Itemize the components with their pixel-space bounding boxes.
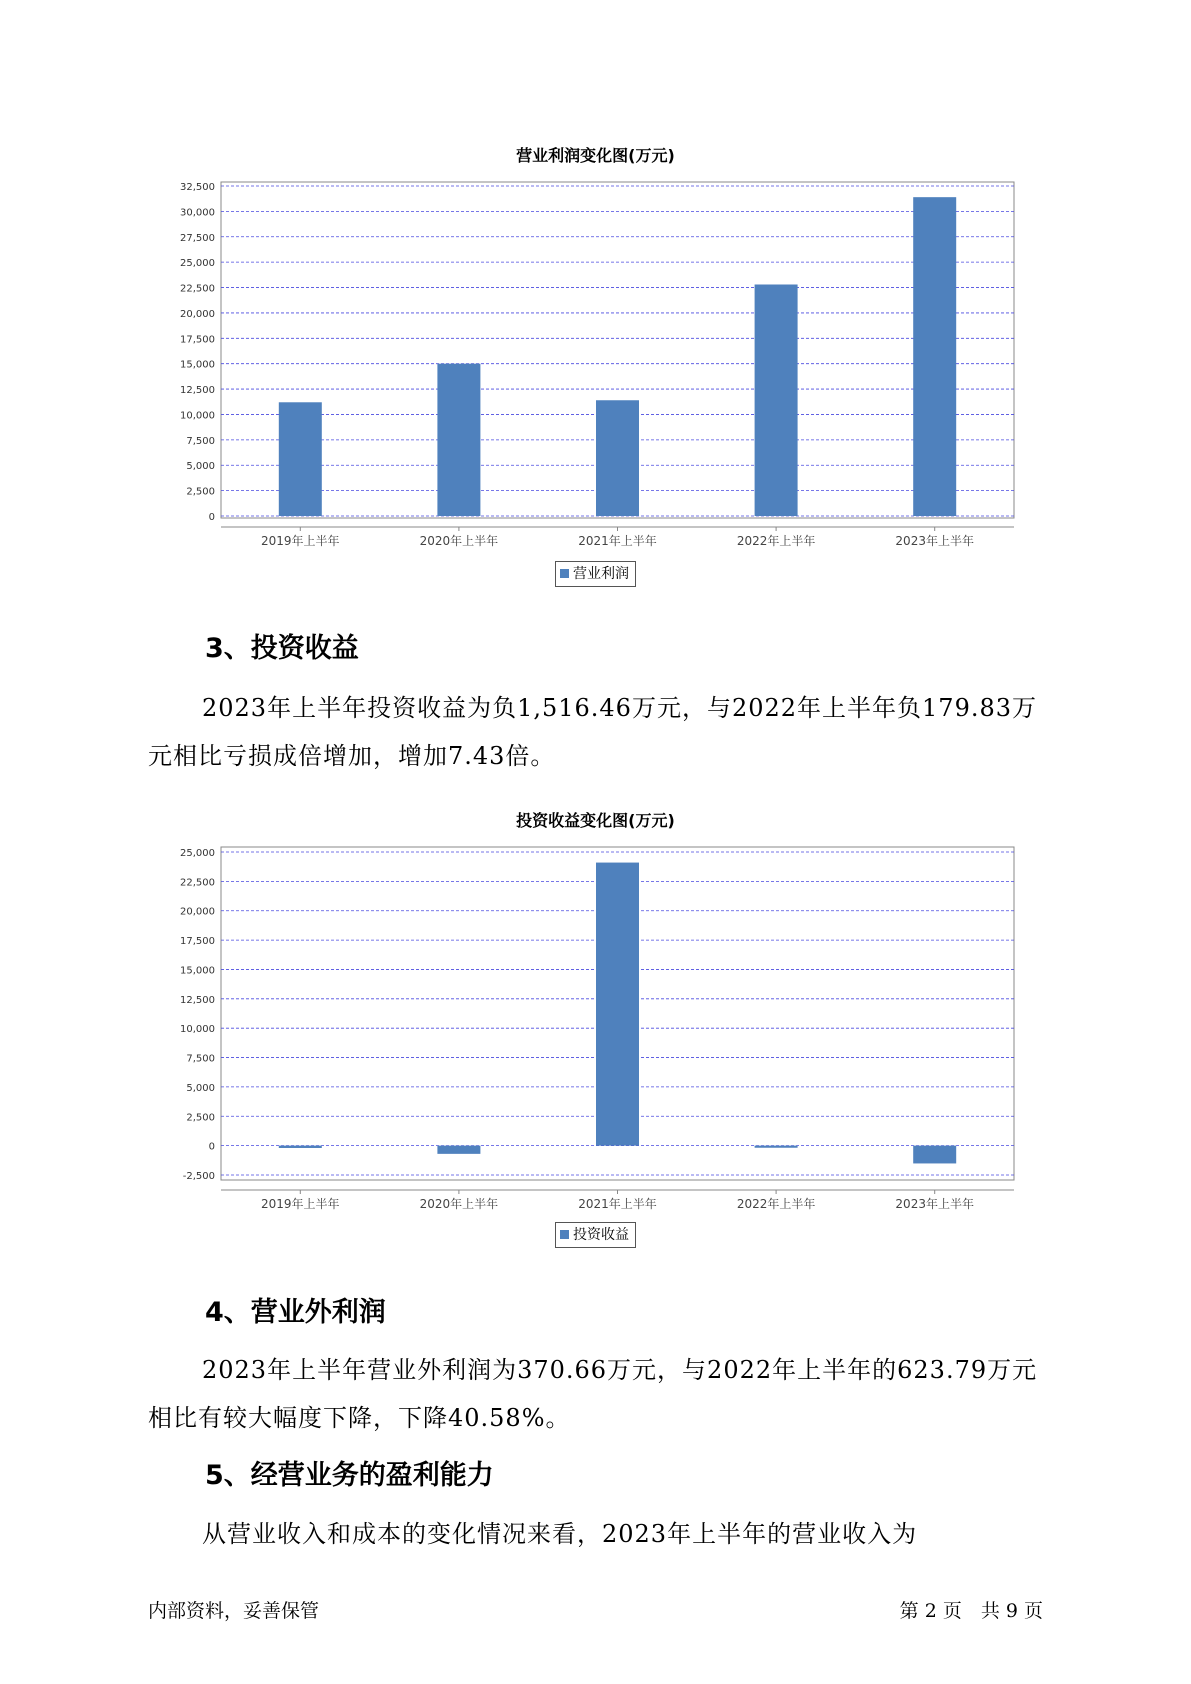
y-tick-label: 5,000 — [186, 461, 215, 473]
section-3-paragraph: 2023年上半年投资收益为负1,516.46万元，与2022年上半年负179.83万元相比亏损成倍增加，增加7.43倍。 — [148, 694, 1038, 770]
y-tick-label: 7,500 — [186, 1053, 215, 1065]
y-tick-label: 27,500 — [180, 232, 215, 244]
chart2-title: 投资收益变化图(万元) — [516, 811, 675, 830]
x-tick-label: 2019年上半年 — [261, 534, 340, 548]
y-tick-label: 20,000 — [180, 906, 215, 918]
y-tick-label: 2,500 — [186, 1112, 215, 1124]
section-4-paragraph: 2023年上半年营业外利润为370.66万元，与2022年上半年的623.79万元相比有较大幅度下降，下降40.58%。 — [148, 1356, 1038, 1432]
y-tick-label: 20,000 — [180, 308, 215, 320]
chart1-legend-label: 营业利润 — [573, 566, 629, 582]
y-tick-label: 15,000 — [180, 965, 215, 977]
section-3-heading: 3、投资收益 — [205, 633, 359, 664]
bar — [913, 1146, 956, 1164]
x-tick-label: 2019年上半年 — [261, 1197, 340, 1211]
x-tick-label: 2022年上半年 — [736, 534, 816, 548]
section-4-heading: 4、营业外利润 — [205, 1297, 386, 1328]
y-tick-label: 32,500 — [180, 182, 215, 193]
bar — [437, 1146, 480, 1154]
y-tick-label: 10,000 — [180, 1024, 215, 1036]
x-tick-label: 2020年上半年 — [419, 534, 499, 548]
bar — [596, 863, 639, 1146]
x-tick-label: 2021年上半年 — [578, 534, 657, 548]
section-5-heading: 5、经营业务的盈利能力 — [205, 1460, 494, 1491]
y-tick-label: 12,500 — [180, 994, 215, 1006]
bar — [279, 1146, 322, 1148]
y-tick-label: 15,000 — [180, 359, 215, 371]
y-tick-label: 22,500 — [180, 877, 215, 889]
x-tick-label: 2021年上半年 — [578, 1197, 657, 1211]
y-tick-label: 12,500 — [180, 385, 215, 397]
y-tick-label: 7,500 — [186, 435, 215, 447]
y-tick-label: 25,000 — [180, 258, 215, 270]
y-tick-label: -2,500 — [182, 1171, 215, 1182]
x-tick-label: 2023年上半年 — [895, 534, 974, 548]
chart2-legend — [555, 1222, 636, 1248]
x-tick-label: 2022年上半年 — [736, 1197, 816, 1211]
y-tick-label: 22,500 — [180, 283, 215, 295]
y-tick-label: 5,000 — [186, 1082, 215, 1094]
y-tick-label: 17,500 — [180, 334, 215, 346]
chart2-legend-label: 投资收益 — [573, 1227, 629, 1243]
y-tick-label: 30,000 — [180, 207, 215, 219]
y-tick-label: 2,500 — [186, 486, 215, 498]
chart1-title: 营业利润变化图(万元) — [516, 146, 675, 165]
x-tick-label: 2020年上半年 — [419, 1197, 499, 1211]
y-tick-label: 0 — [208, 1141, 215, 1153]
section-5-paragraph: 从营业收入和成本的变化情况来看，2023年上半年的营业收入为 — [202, 1520, 918, 1548]
footer-page-number: 第 2 页 共 9 页 — [899, 1600, 1043, 1622]
legend-swatch-icon — [560, 1230, 569, 1239]
bar — [755, 1146, 798, 1148]
y-tick-label: 17,500 — [180, 936, 215, 948]
y-tick-label: 0 — [208, 512, 215, 523]
x-tick-label: 2023年上半年 — [895, 1197, 974, 1211]
footer-confidential-note: 内部资料，妥善保管 — [148, 1600, 320, 1622]
y-tick-label: 25,000 — [180, 848, 215, 859]
y-tick-label: 10,000 — [180, 410, 215, 422]
